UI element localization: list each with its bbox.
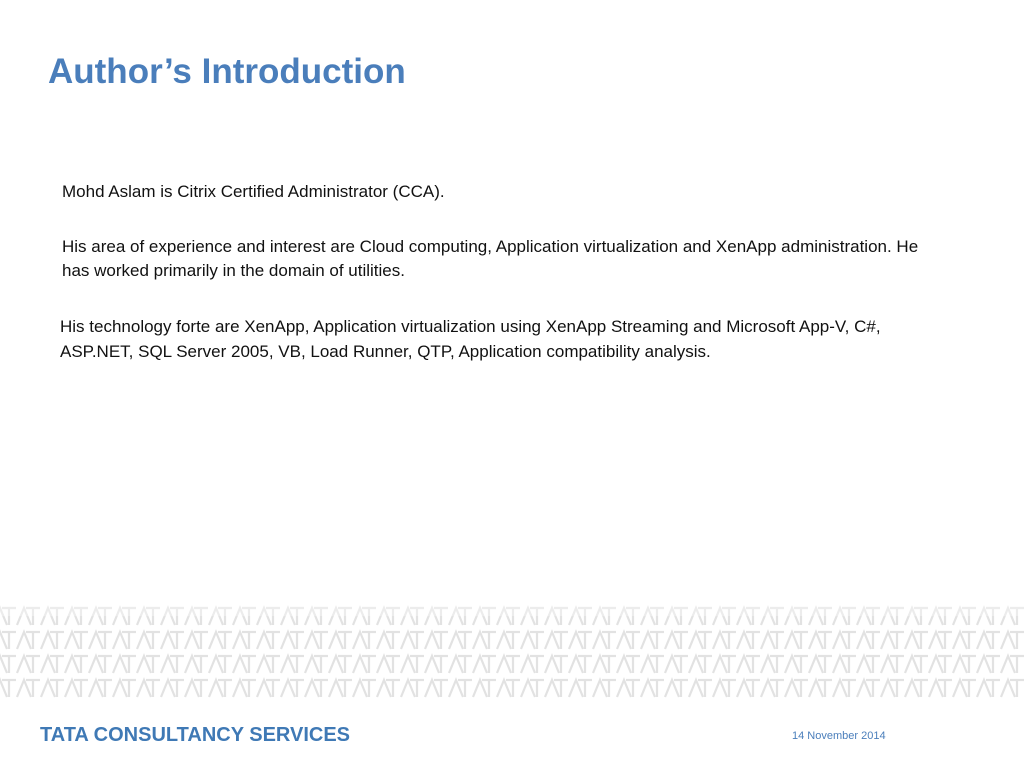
slide-body xyxy=(62,180,942,395)
tata-pattern-band xyxy=(0,604,1024,700)
tcs-logo-icon xyxy=(40,722,360,746)
paragraph-experience: His area of experience and interest are Cloud computing, Application virtualization and XenApp administration. He has worked primarily in the domain of utilities. xyxy=(62,237,919,280)
tcs-logo-text: TATA CONSULTANCY SERVICES xyxy=(40,724,351,746)
slide-title: Author’s Introduction xyxy=(48,52,406,91)
footer-date: 14 November 2014 xyxy=(792,730,886,742)
tcs-logo xyxy=(40,722,360,746)
paragraph-certification: Mohd Aslam is Citrix Certified Administrator (CCA). xyxy=(62,182,445,201)
paragraph-technology: His technology forte are XenApp, Application virtualization using XenApp Streaming and Microsoft App-V, C#, ASP.NET, SQL Server 2005, VB, Load Runner, QTP, Application compatibility analysis. xyxy=(60,317,881,361)
